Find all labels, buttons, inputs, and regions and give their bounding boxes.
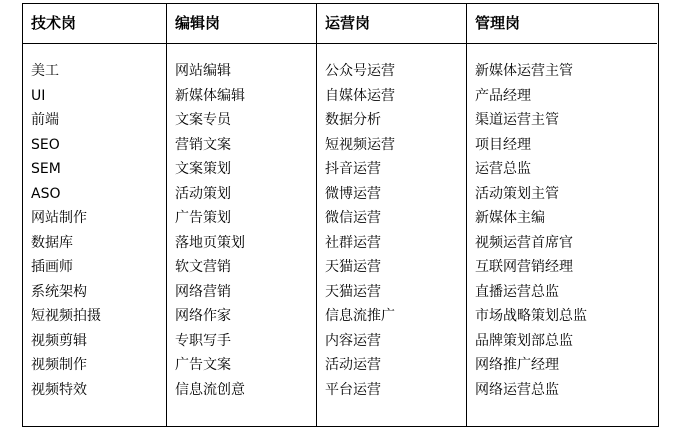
table-cell: UI [31, 87, 46, 104]
table-cell: ASO [31, 185, 61, 202]
table-cell: SEO [31, 136, 60, 153]
table-cell: 网络作家 [175, 308, 231, 324]
table-cell: 天猫运营 [325, 259, 381, 275]
table-cell: 品牌策划部总监 [475, 332, 573, 349]
table-cell: 天猫运营 [325, 283, 381, 300]
table-cell: 项目经理 [475, 136, 531, 153]
column-items-tech [23, 59, 166, 402]
table-cell: 网站编辑 [175, 63, 231, 79]
table-cell: 新媒体编辑 [175, 87, 245, 104]
column-operations [317, 4, 467, 426]
table-cell: 网络营销 [175, 283, 231, 300]
table-cell: 插画师 [31, 259, 73, 275]
table-cell: 直播运营总监 [475, 283, 559, 300]
column-tech [23, 4, 167, 426]
table-cell: 信息流推广 [325, 308, 395, 324]
table-cell: 数据库 [31, 234, 73, 251]
column-header-editorial: 编辑岗 [167, 4, 316, 44]
table-cell: 营销文案 [175, 136, 231, 153]
column-editorial [167, 4, 317, 426]
table-cell: 视频剪辑 [31, 332, 87, 349]
table-cell: 新媒体主编 [475, 210, 545, 226]
table-cell: 视频运营首席官 [475, 234, 573, 251]
table-cell: 活动运营 [325, 357, 381, 373]
column-header-operations: 运营岗 [317, 4, 466, 44]
table-cell: 文案策划 [175, 161, 231, 177]
table-cell: 网络运营总监 [475, 381, 559, 398]
table-cell: 网站制作 [31, 210, 87, 226]
table-cell: 社群运营 [325, 234, 381, 251]
table-cell: 视频制作 [31, 357, 87, 373]
table-cell: 美工 [31, 63, 59, 79]
table-cell: 短视频拍摄 [31, 308, 101, 324]
column-header-management: 管理岗 [467, 4, 657, 44]
table-cell: 视频特效 [31, 381, 87, 398]
table-cell: 广告策划 [175, 210, 231, 226]
column-items-management [467, 59, 657, 402]
table-cell: 广告文案 [175, 357, 231, 373]
table-cell: 新媒体运营主管 [475, 63, 573, 79]
table-cell: 活动策划主管 [475, 185, 559, 202]
table-cell: 网络推广经理 [475, 357, 559, 373]
table-cell: 活动策划 [175, 185, 231, 202]
table-cell: 互联网营销经理 [475, 259, 573, 275]
table-cell: 公众号运营 [325, 63, 395, 79]
column-management [467, 4, 657, 426]
table-cell: SEM [31, 161, 61, 177]
table-cell: 软文营销 [175, 259, 231, 275]
table-cell: 文案专员 [175, 112, 231, 128]
table-cell: 市场战略策划总监 [475, 308, 587, 324]
table-cell: 自媒体运营 [325, 87, 395, 104]
table-cell: 数据分析 [325, 112, 381, 128]
table-cell: 短视频运营 [325, 136, 395, 153]
column-items-editorial [167, 59, 316, 402]
table-cell: 微信运营 [325, 210, 381, 226]
job-category-table [22, 3, 659, 427]
table-cell: 抖音运营 [325, 161, 381, 177]
table-cell: 运营总监 [475, 161, 531, 177]
table-cell: 系统架构 [31, 283, 87, 300]
table-cell: 渠道运营主管 [475, 112, 559, 128]
table-cell: 微博运营 [325, 185, 381, 202]
table-cell: 产品经理 [475, 87, 531, 104]
table-cell: 信息流创意 [175, 381, 245, 398]
table-cell: 落地页策划 [175, 234, 245, 251]
table-cell: 专职写手 [175, 332, 231, 349]
table-cell: 前端 [31, 112, 59, 128]
column-items-operations [317, 59, 466, 402]
table-cell: 平台运营 [325, 381, 381, 398]
table-cell: 内容运营 [325, 332, 381, 349]
column-header-tech: 技术岗 [23, 4, 166, 44]
